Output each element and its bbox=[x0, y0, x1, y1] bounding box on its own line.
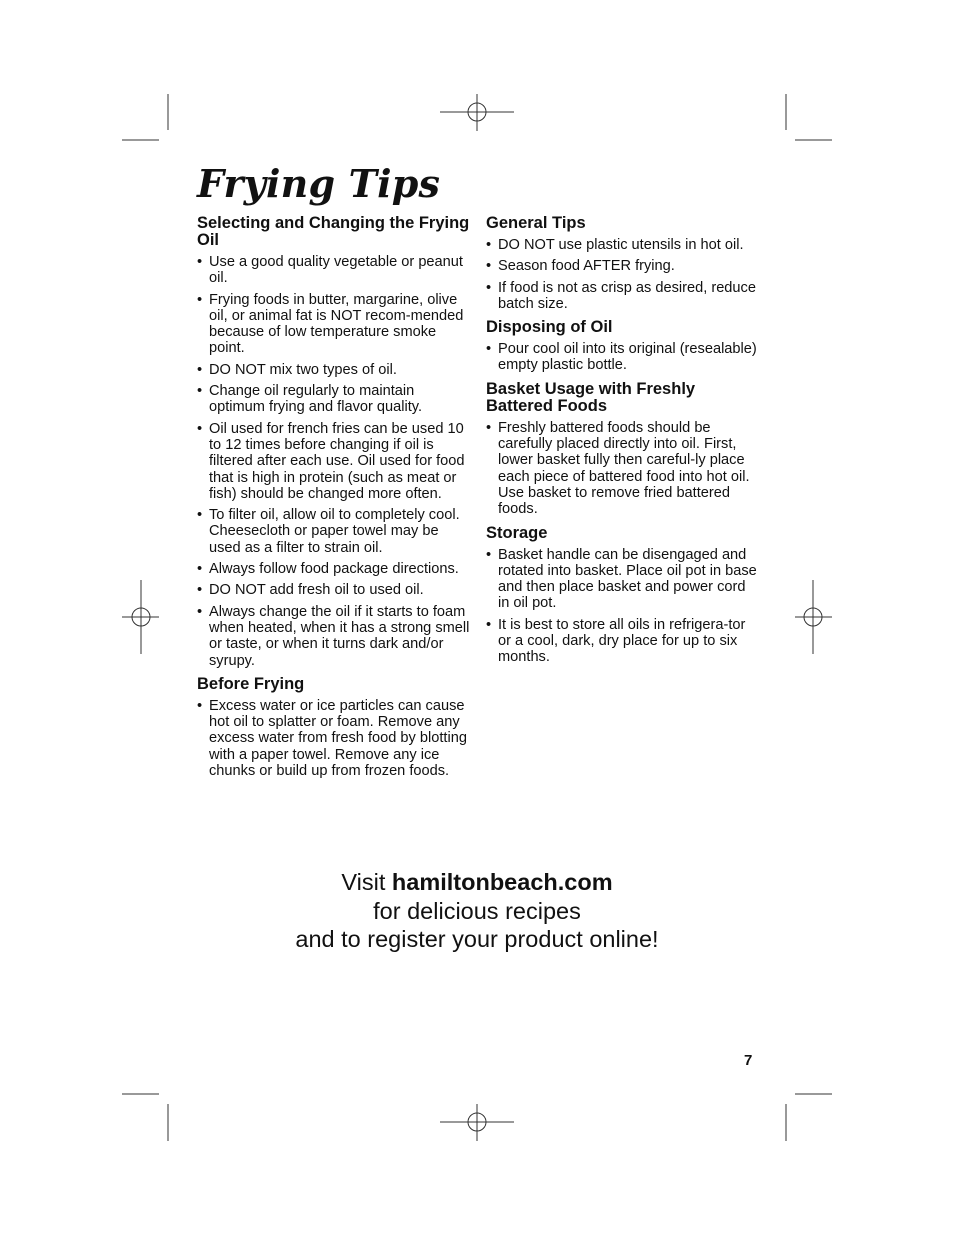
list-item: • To filter oil, allow oil to completely cool. Cheesecloth or paper towel may be used as a filter to strain oil. bbox=[197, 507, 472, 556]
left-column bbox=[197, 215, 472, 786]
bullet-list bbox=[197, 698, 472, 779]
section-basket-usage-with-freshly-battered-foods bbox=[486, 381, 758, 518]
section-heading: Before Frying bbox=[197, 674, 305, 693]
registration-mark-bottom bbox=[440, 1104, 514, 1141]
list-item: • Season food AFTER frying. bbox=[486, 258, 758, 274]
section-heading: Disposing of Oil bbox=[486, 318, 613, 337]
list-item: • Basket handle can be disengaged and rotated into basket. Place oil pot in base and then place basket and power cord in oil pot. bbox=[486, 547, 758, 612]
list-item: • Use a good quality vegetable or peanut oil. bbox=[197, 254, 472, 287]
page-title: Frying Tips bbox=[197, 161, 441, 206]
bullet-list bbox=[486, 547, 758, 666]
section-heading: Storage bbox=[486, 523, 548, 542]
section-heading: Selecting and Changing the Frying Oil bbox=[197, 214, 470, 249]
list-item: • DO NOT add fresh oil to used oil. bbox=[197, 582, 472, 598]
registration-mark-left bbox=[122, 580, 159, 654]
right-column bbox=[486, 215, 758, 673]
bullet-list bbox=[486, 341, 758, 374]
registration-mark-top bbox=[440, 94, 514, 131]
promo-website: hamiltonbeach.com bbox=[391, 869, 613, 895]
list-item: • Change oil regularly to maintain optimum frying and flavor quality. bbox=[197, 383, 472, 416]
promo-line-1 bbox=[0, 868, 954, 897]
section-selecting-and-changing-the-frying-oil bbox=[197, 215, 472, 669]
promo-line-2: for delicious recipes bbox=[373, 897, 581, 924]
list-item: • Always follow food package directions. bbox=[197, 561, 472, 577]
list-item: • It is best to store all oils in refrigera-tor or a cool, dark, dry place for up to six months. bbox=[486, 617, 758, 666]
page-number: 7 bbox=[744, 1052, 753, 1069]
promo-line-3: and to register your product online! bbox=[295, 926, 659, 952]
list-item: • Oil used for french fries can be used 10 to 12 times before changing if oil is filtered after each use. Oil used for food that is high in protein (such as meat or fish) should be changed more often. bbox=[197, 421, 472, 502]
section-disposing-of-oil bbox=[486, 319, 758, 374]
list-item: • Always change the oil if it starts to foam when heated, when it has a strong smell or taste, or when it turns dark and/or syrupy. bbox=[197, 604, 472, 669]
bullet-list bbox=[486, 237, 758, 312]
list-item: • Freshly battered foods should be carefully placed directly into oil. First, lower basket fully then careful-ly place each piece of battered food into hot oil. Use basket to remove fried battered foods. bbox=[486, 420, 758, 518]
list-item: • Pour cool oil into its original (resealable) empty plastic bottle. bbox=[486, 341, 758, 374]
list-item: • DO NOT use plastic utensils in hot oil. bbox=[486, 237, 758, 253]
bullet-list bbox=[486, 420, 758, 518]
promo-visit: Visit bbox=[341, 869, 392, 895]
list-item: • Frying foods in butter, margarine, olive oil, or animal fat is NOT recom-mended because of low temperature smoke point. bbox=[197, 292, 472, 357]
list-item: • If food is not as crisp as desired, reduce batch size. bbox=[486, 280, 758, 313]
registration-mark-right bbox=[795, 580, 832, 654]
section-general-tips bbox=[486, 215, 758, 312]
section-storage bbox=[486, 525, 758, 666]
section-heading: Basket Usage with Freshly Battered Foods bbox=[486, 379, 696, 415]
list-item: • Excess water or ice particles can cause hot oil to splatter or foam. Remove any excess water from fresh food by blotting with a paper towel. Remove any ice chunks or build up from frozen foods. bbox=[197, 698, 472, 779]
section-heading: General Tips bbox=[486, 214, 586, 232]
bullet-list bbox=[197, 254, 472, 669]
list-item: • DO NOT mix two types of oil. bbox=[197, 362, 472, 378]
promo-block bbox=[0, 868, 954, 954]
section-before-frying bbox=[197, 676, 472, 779]
